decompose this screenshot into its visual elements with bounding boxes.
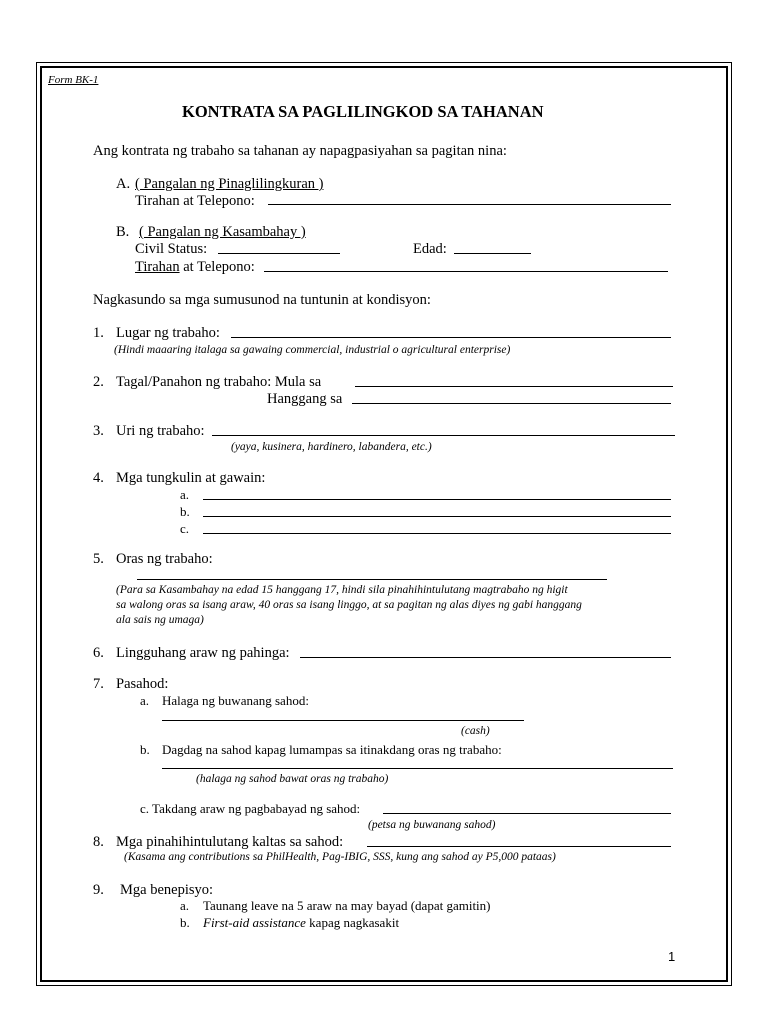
item-8-label: Mga pinahihintulutang kaltas sa sahod: <box>116 834 344 850</box>
item-8-number: 8. <box>93 834 104 850</box>
item-4c-letter: c. <box>180 521 190 536</box>
period-from-field[interactable] <box>355 386 673 387</box>
work-hours-field[interactable] <box>137 579 607 580</box>
item-6-number: 6. <box>93 645 104 661</box>
party-b-name-label: ( Pangalan ng Kasambahay ) <box>139 224 306 240</box>
duty-a-field[interactable] <box>203 499 671 500</box>
item-7-number: 7. <box>93 676 104 692</box>
form-id: Form BK-1 <box>48 74 99 86</box>
item-3-label: Uri ng trabaho: <box>116 423 205 439</box>
period-to-field[interactable] <box>352 403 671 404</box>
item-2-label-to: Hanggang sa <box>267 391 343 407</box>
party-a-address-field[interactable] <box>268 204 671 205</box>
age-field[interactable] <box>454 253 531 254</box>
item-9-label: Mga benepisyo: <box>120 882 214 898</box>
party-b-age-label: Edad: <box>413 241 447 257</box>
party-b-civil-label: Civil Status: <box>135 241 208 257</box>
item-7a-label: Halaga ng buwanang sahod: <box>162 693 309 708</box>
overtime-pay-field[interactable] <box>162 768 673 769</box>
page-title: KONTRATA SA PAGLILINGKOD SA TAHANAN <box>182 102 544 121</box>
item-4a-letter: a. <box>180 487 190 502</box>
item-5-note-2: sa walong oras sa isang araw, 40 oras sa isang linggo, at sa pagitan ng alas diyes ng gabi hanggang <box>116 599 582 611</box>
party-a-address-label: Tirahan at Telepono: <box>135 193 255 209</box>
civil-status-field[interactable] <box>218 253 340 254</box>
party-b-address-field[interactable] <box>264 271 668 272</box>
item-9b-italic: First-aid assistance <box>203 915 306 930</box>
item-2-label: Tagal/Panahon ng trabaho: Mula sa <box>116 374 322 390</box>
item-7c-note: (petsa ng buwanang sahod) <box>368 819 496 831</box>
item-9a-letter: a. <box>180 898 190 913</box>
intro-text: Ang kontrata ng trabaho sa tahanan ay napagpasiyahan sa pagitan nina: <box>93 143 507 159</box>
item-1-label: Lugar ng trabaho: <box>116 325 220 341</box>
item-1-note: (Hindi maaaring italaga sa gawaing commercial, industrial o agricultural enterprise) <box>114 344 511 356</box>
item-9-number: 9. <box>93 882 104 898</box>
item-9b-rest: kapag nagkasakit <box>305 915 400 930</box>
item-6-label: Lingguhang araw ng pahinga: <box>116 645 290 661</box>
item-7b-letter: b. <box>140 742 150 757</box>
work-type-field[interactable] <box>212 435 675 436</box>
item-9b-letter: b. <box>180 915 190 930</box>
work-location-field[interactable] <box>231 337 671 338</box>
item-8-note: (Kasama ang contributions sa PhilHealth, Pag-IBIG, SSS, kung ang sahod ay P5,000 pataas) <box>124 851 556 863</box>
party-b-address-underlined: Tirahan <box>135 259 180 275</box>
item-9b-text <box>203 915 399 931</box>
party-a-letter: A. <box>116 176 131 192</box>
party-b-address-rest: at Telepono: <box>179 259 255 275</box>
item-5-note-1: (Para sa Kasambahay na edad 15 hanggang 17, hindi sila pinahihintulutang magtrabaho ng higit <box>116 584 568 596</box>
duty-c-field[interactable] <box>203 533 671 534</box>
item-7a-letter: a. <box>140 693 150 708</box>
party-b-letter: B. <box>116 224 130 240</box>
duty-b-field[interactable] <box>203 516 671 517</box>
item-7c-label: c. Takdang araw ng pagbabayad ng sahod: <box>140 801 361 816</box>
item-7-label: Pasahod: <box>116 676 169 692</box>
item-3-note: (yaya, kusinera, hardinero, labandera, etc.) <box>231 441 432 453</box>
page-number: 1 <box>668 949 676 964</box>
item-1-number: 1. <box>93 325 104 341</box>
item-5-note-3: ala sais ng umaga) <box>116 614 204 626</box>
item-2-number: 2. <box>93 374 104 390</box>
item-3-number: 3. <box>93 423 104 439</box>
item-4b-letter: b. <box>180 504 190 519</box>
party-b-address-label <box>135 259 255 275</box>
payday-field[interactable] <box>383 813 671 814</box>
item-7b-label: Dagdag na sahod kapag lumampas sa itinakdang oras ng trabaho: <box>162 742 502 757</box>
item-5-number: 5. <box>93 551 104 567</box>
item-4-number: 4. <box>93 470 104 486</box>
item-4-label: Mga tungkulin at gawain: <box>116 470 266 486</box>
agreement-text: Nagkasundo sa mga sumusunod na tuntunin at kondisyon: <box>93 292 431 308</box>
party-a-name-label: ( Pangalan ng Pinaglilingkuran ) <box>135 176 324 192</box>
monthly-salary-field[interactable] <box>162 720 524 721</box>
item-5-label: Oras ng trabaho: <box>116 551 213 567</box>
item-7a-note: (cash) <box>461 725 490 737</box>
item-7b-note: (halaga ng sahod bawat oras ng trabaho) <box>196 773 389 785</box>
deductions-field[interactable] <box>367 846 671 847</box>
rest-day-field[interactable] <box>300 657 671 658</box>
item-9a-text: Taunang leave na 5 araw na may bayad (dapat gamitin) <box>203 898 491 913</box>
